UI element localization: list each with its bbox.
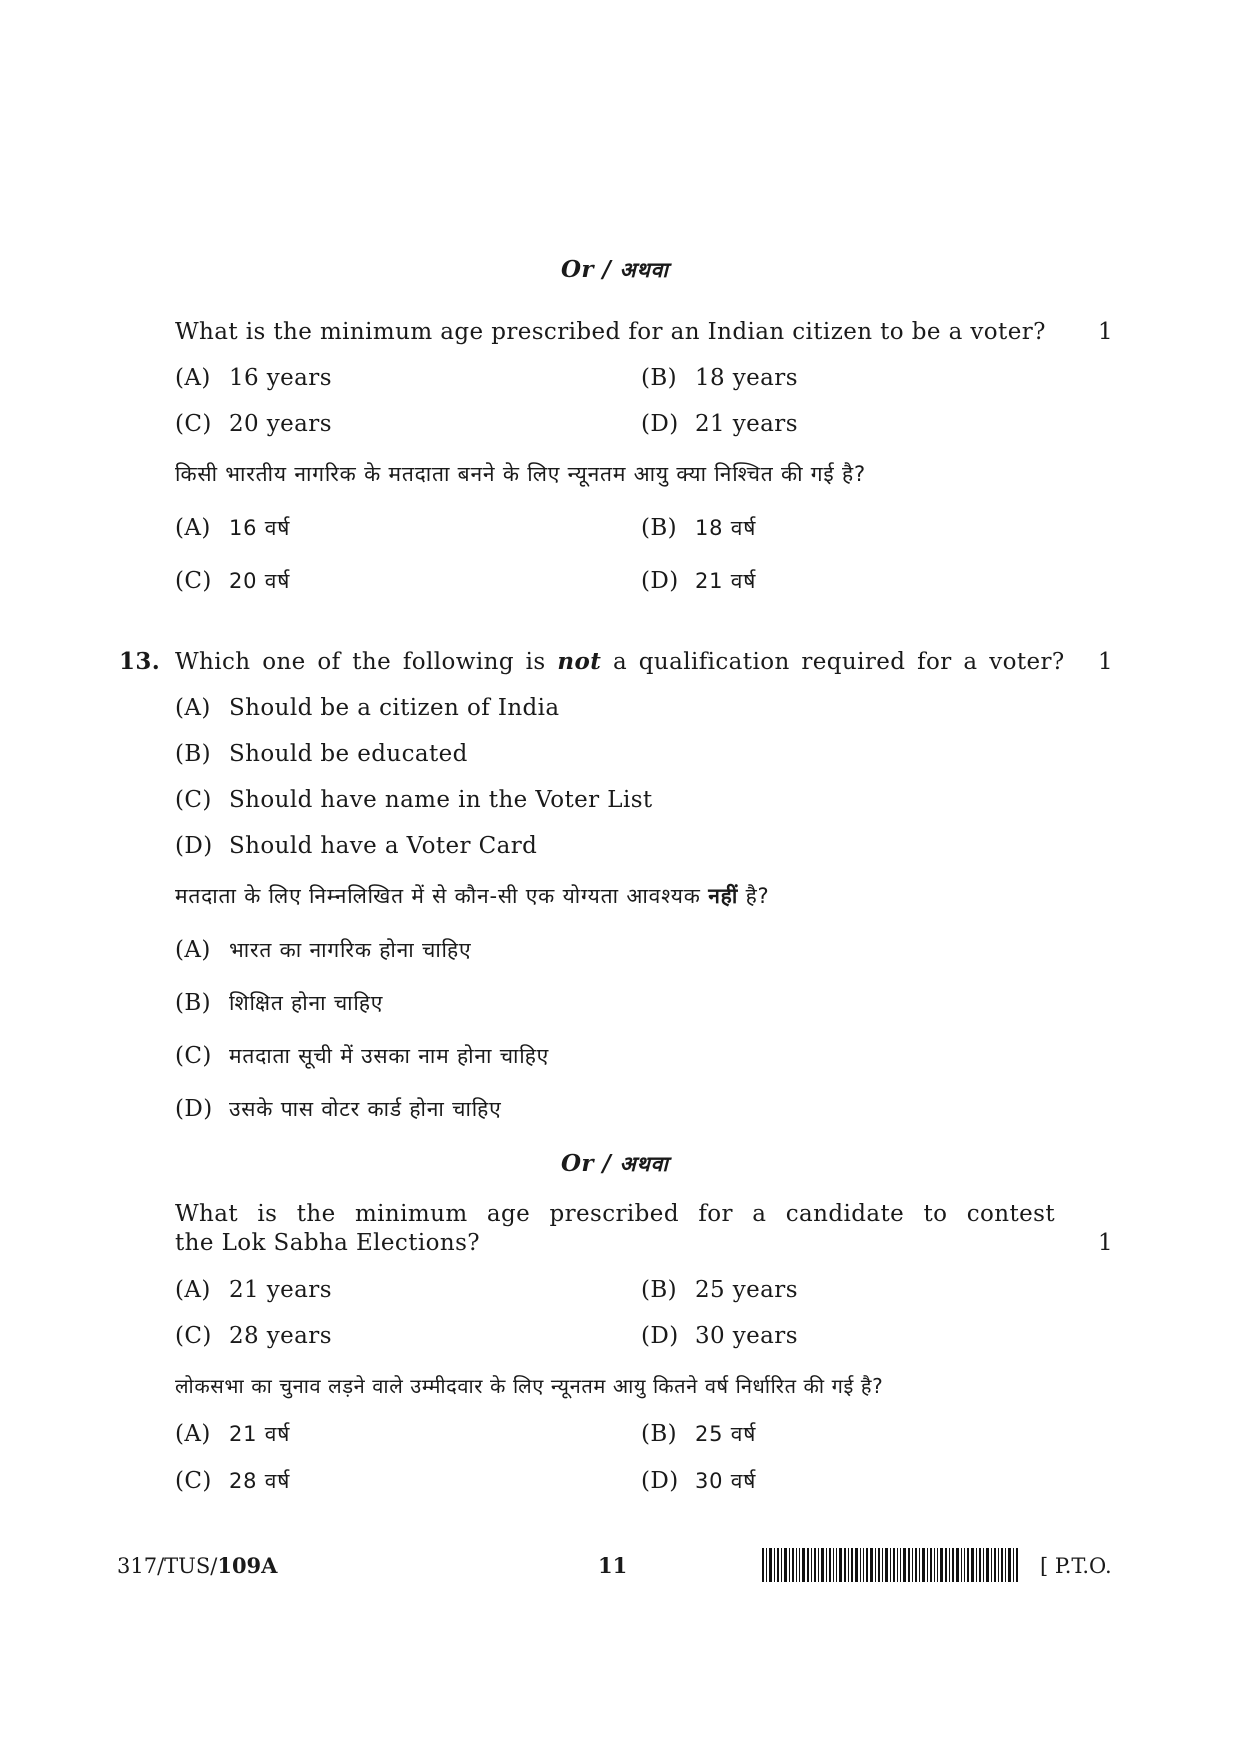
option-c: (C) 20 years <box>175 411 332 437</box>
option-d-hi: (D) उसके पास वोटर कार्ड होना चाहिए <box>175 1096 502 1122</box>
option-b: (B) Should be educated <box>175 741 468 767</box>
option-b-hi: (B) 18 वर्ष <box>641 515 757 541</box>
option-d: (D) Should have a Voter Card <box>175 833 538 859</box>
paper-code: 317/TUS/109A <box>117 1553 278 1578</box>
q12-or-marks: 1 <box>1098 319 1113 345</box>
option-a: (A) 21 years <box>175 1277 332 1303</box>
q12-or-question-hi: किसी भारतीय नागरिक के मतदाता बनने के लिए न्यूनतम आयु क्या निश्चित की गई है? <box>175 462 866 486</box>
barcode-icon <box>762 1548 1018 1582</box>
option-d: (D) 21 years <box>641 411 798 437</box>
q13-question-en: Which one of the following is not a qualification required for a voter? <box>175 648 1065 675</box>
option-b-hi: (B) 25 वर्ष <box>641 1421 757 1447</box>
page-number: 11 <box>598 1553 628 1578</box>
option-a-hi: (A) भारत का नागरिक होना चाहिए <box>175 937 472 963</box>
q13-number: 13. <box>119 648 161 675</box>
option-c-hi: (C) 28 वर्ष <box>175 1468 291 1494</box>
option-b-hi: (B) शिक्षित होना चाहिए <box>175 990 384 1016</box>
pto-label: [ P.T.O. <box>1040 1554 1112 1578</box>
q13-question-hi: मतदाता के लिए निम्नलिखित में से कौन-सी एक योग्यता आवश्यक नहीं है? <box>175 884 770 908</box>
option-c: (C) 28 years <box>175 1323 332 1349</box>
option-d: (D) 30 years <box>641 1323 798 1349</box>
q13-or-question-en-line2: the Lok Sabha Elections? <box>175 1230 481 1256</box>
option-a: (A) Should be a citizen of India <box>175 695 560 721</box>
option-d-hi: (D) 21 वर्ष <box>641 568 757 594</box>
option-d-hi: (D) 30 वर्ष <box>641 1468 757 1494</box>
option-c: (C) Should have name in the Voter List <box>175 787 653 813</box>
option-c-hi: (C) मतदाता सूची में उसका नाम होना चाहिए <box>175 1043 550 1069</box>
or-divider-2: Or / अथवा <box>561 1150 669 1177</box>
option-b: (B) 25 years <box>641 1277 798 1303</box>
option-a: (A) 16 years <box>175 365 332 391</box>
q13-or-marks: 1 <box>1098 1230 1113 1256</box>
option-a-hi: (A) 16 वर्ष <box>175 515 291 541</box>
option-c-hi: (C) 20 वर्ष <box>175 568 291 594</box>
q13-or-question-en-line1: What is the minimum age prescribed for a candidate to contest <box>175 1201 1055 1227</box>
q13-or-question-hi: लोकसभा का चुनाव लड़ने वाले उम्मीदवार के लिए न्यूनतम आयु कितने वर्ष निर्धारित की गई है? <box>175 1374 884 1398</box>
option-a-hi: (A) 21 वर्ष <box>175 1421 291 1447</box>
or-divider-1: Or / अथवा <box>561 256 669 283</box>
q12-or-question-en: What is the minimum age prescribed for an Indian citizen to be a voter? <box>175 319 1046 345</box>
q13-marks: 1 <box>1098 649 1113 675</box>
option-b: (B) 18 years <box>641 365 798 391</box>
